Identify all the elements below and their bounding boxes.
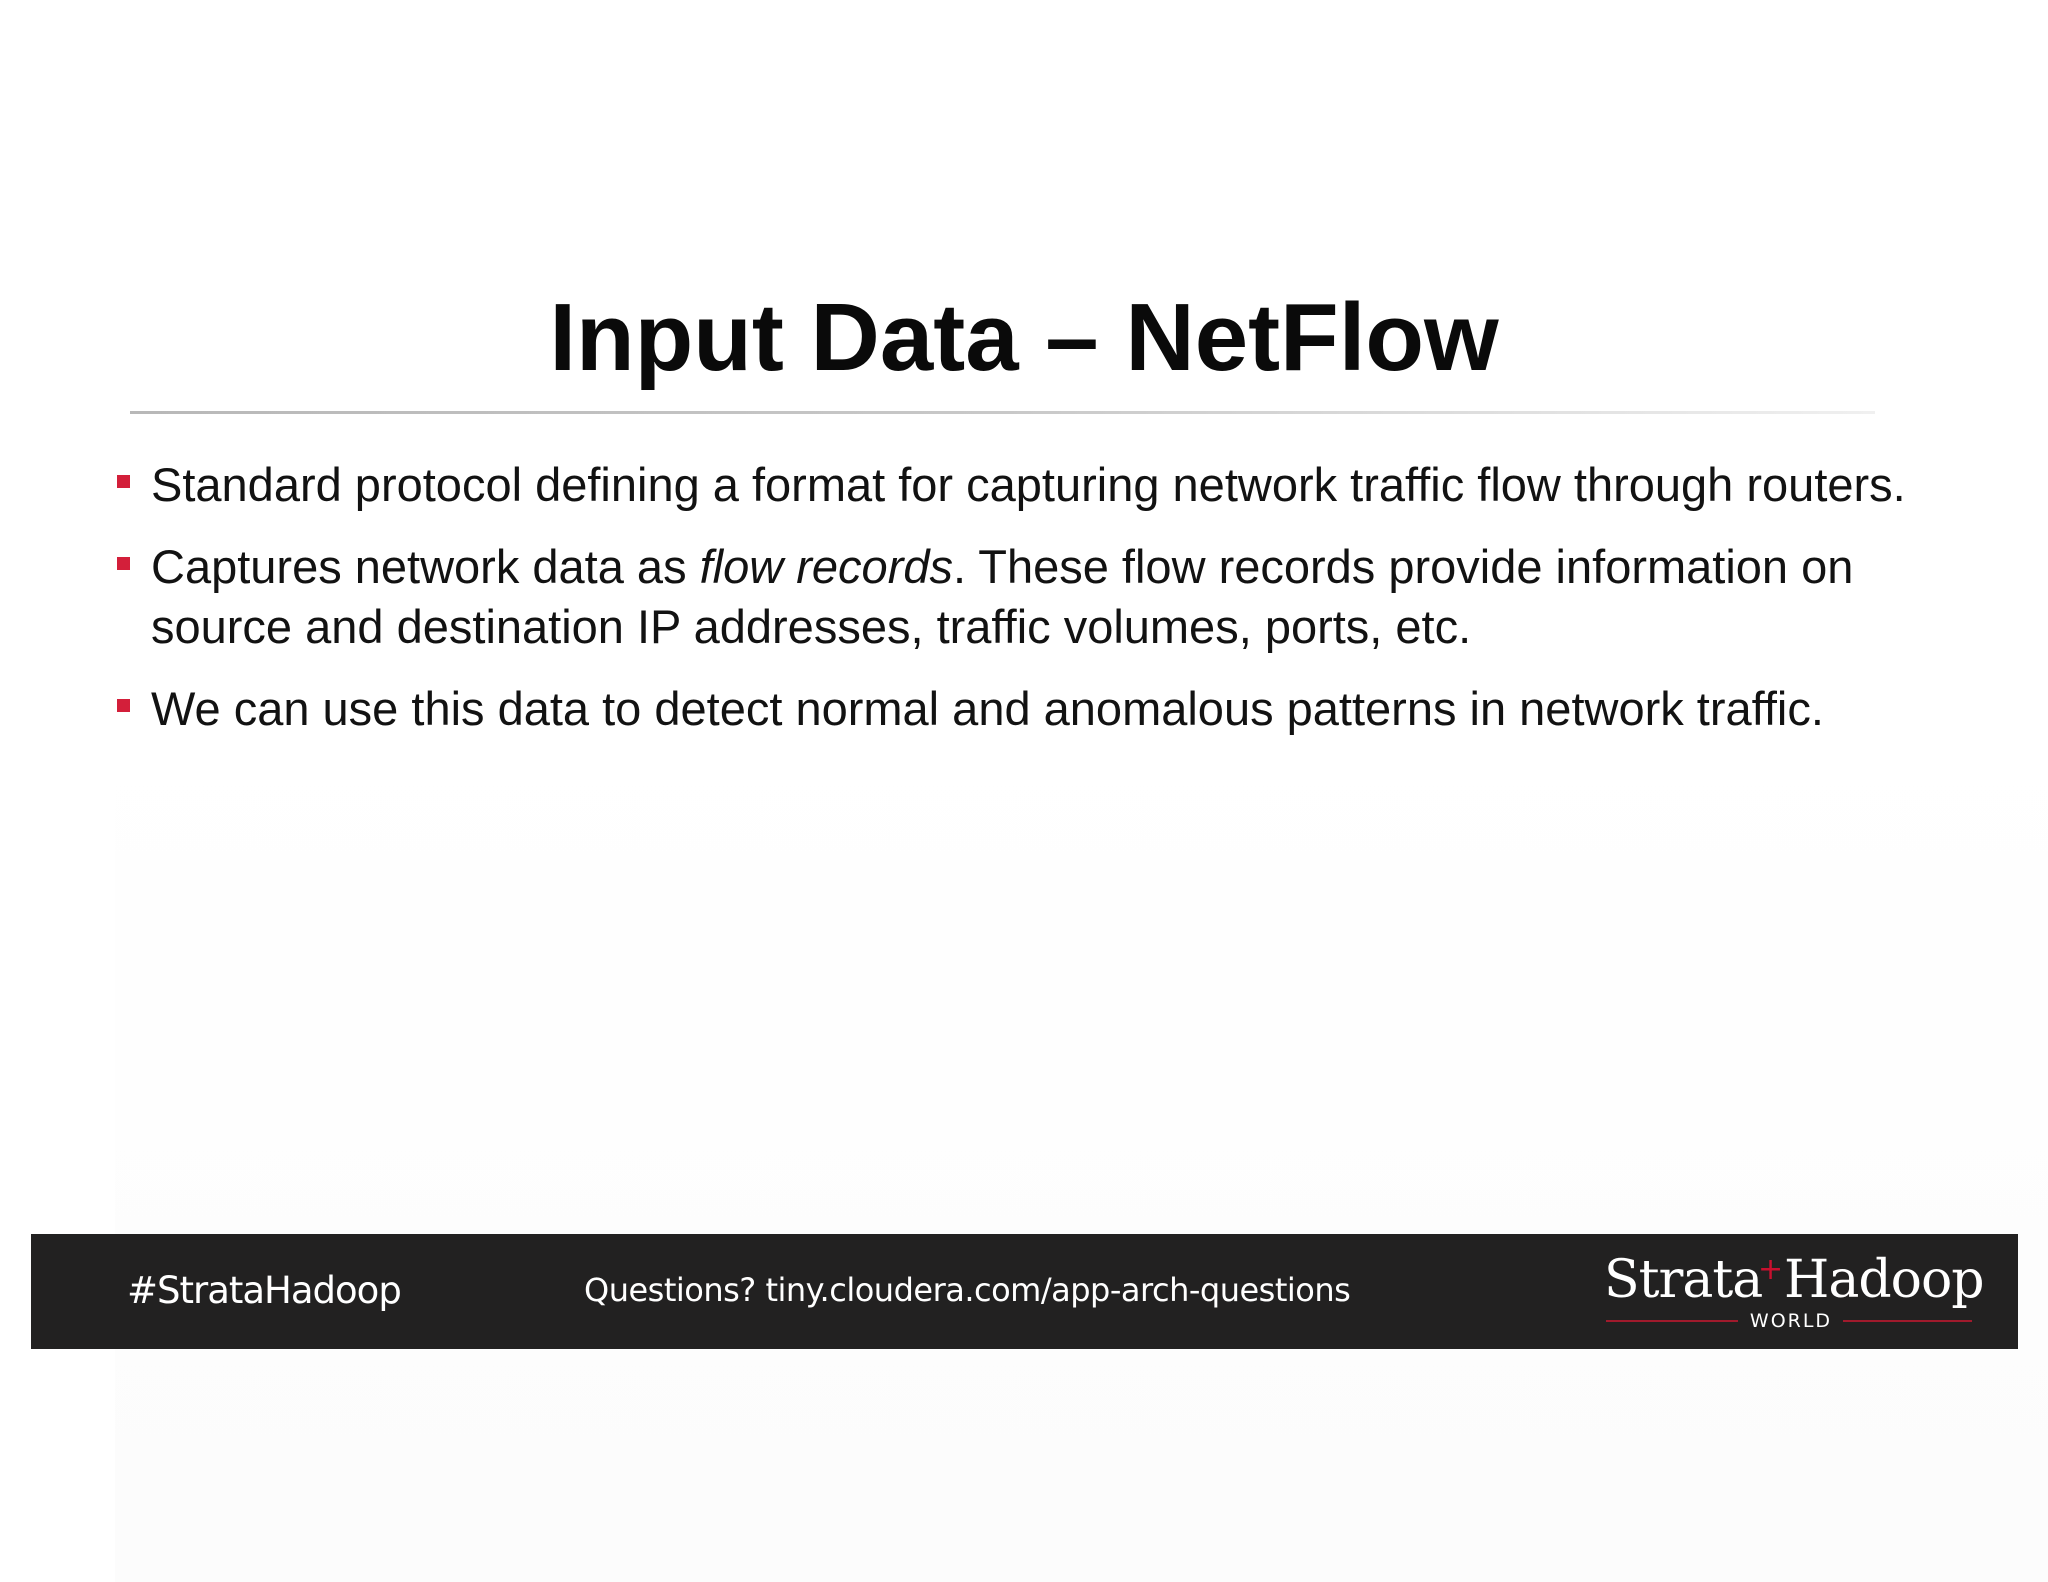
bullet-item [115,537,1915,657]
bullet-square-icon [117,699,130,712]
logo-plus-icon: + [1758,1252,1784,1287]
slide-title: Input Data – NetFlow [549,284,1499,391]
logo-word-strata: Strata [1604,1250,1763,1310]
bullet-square-icon [117,557,130,570]
logo-rule-left [1606,1320,1738,1322]
emphasized-term: flow records [699,540,953,593]
bullet-item [115,455,1915,515]
bullet-square-icon [117,475,130,488]
bullet-text: Standard protocol defining a format for capturing network traffic flow through routers. [151,458,1906,511]
bullet-text: Captures network data as flow records. These flow records provide information on source and destination IP addresses, traffic volumes, ports, etc. [151,540,1854,653]
bullet-text: We can use this data to detect normal and anomalous patterns in network traffic. [151,682,1824,735]
footer-hashtag: #StrataHadoop [127,1269,401,1312]
strata-hadoop-world-logo [1600,1250,1984,1336]
logo-subtitle: WORLD [1749,1310,1833,1332]
bullet-list [115,455,1915,761]
logo-word-hadoop: Hadoop [1784,1250,1984,1310]
title-divider [130,411,1875,414]
footer-questions-link: Questions? tiny.cloudera.com/app-arch-questions [584,1271,1351,1309]
logo-rule-right [1843,1320,1972,1322]
bullet-item [115,679,1915,739]
